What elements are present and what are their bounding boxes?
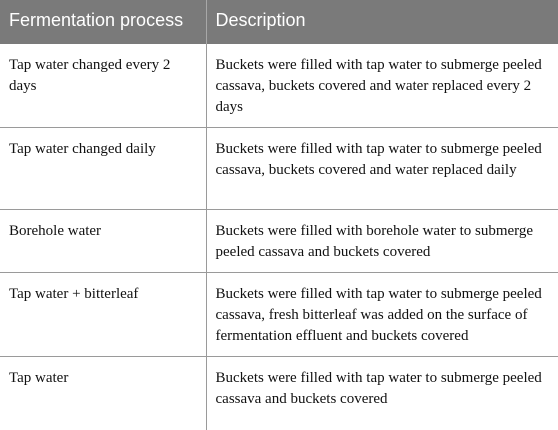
description-cell: Buckets were filled with borehole water to submerge peeled cassava and buckets covered: [206, 210, 558, 273]
description-cell: Buckets were filled with tap water to submerge peeled cassava, fresh bitterleaf was added on the surface of fermentation effluent and buckets covered: [206, 273, 558, 357]
process-cell: Tap water changed every 2 days: [0, 44, 206, 128]
header-description: Description: [206, 0, 558, 44]
table-row: [0, 44, 558, 128]
process-cell: Tap water changed daily: [0, 128, 206, 210]
process-cell: Borehole water: [0, 210, 206, 273]
header-fermentation-process: Fermentation process: [0, 0, 206, 44]
header-row: [0, 0, 558, 44]
table-row: [0, 357, 558, 430]
process-cell: Tap water + bitterleaf: [0, 273, 206, 357]
table-body: [0, 44, 558, 430]
description-cell: Buckets were filled with tap water to submerge peeled cassava, buckets covered and water replaced every 2 days: [206, 44, 558, 128]
description-cell: Buckets were filled with tap water to submerge peeled cassava, buckets covered and water replaced daily: [206, 128, 558, 210]
table-row: [0, 128, 558, 210]
table-row: [0, 210, 558, 273]
description-cell: Buckets were filled with tap water to submerge peeled cassava and buckets covered: [206, 357, 558, 430]
table-header: [0, 0, 558, 44]
process-cell: Tap water: [0, 357, 206, 430]
table-row: [0, 273, 558, 357]
